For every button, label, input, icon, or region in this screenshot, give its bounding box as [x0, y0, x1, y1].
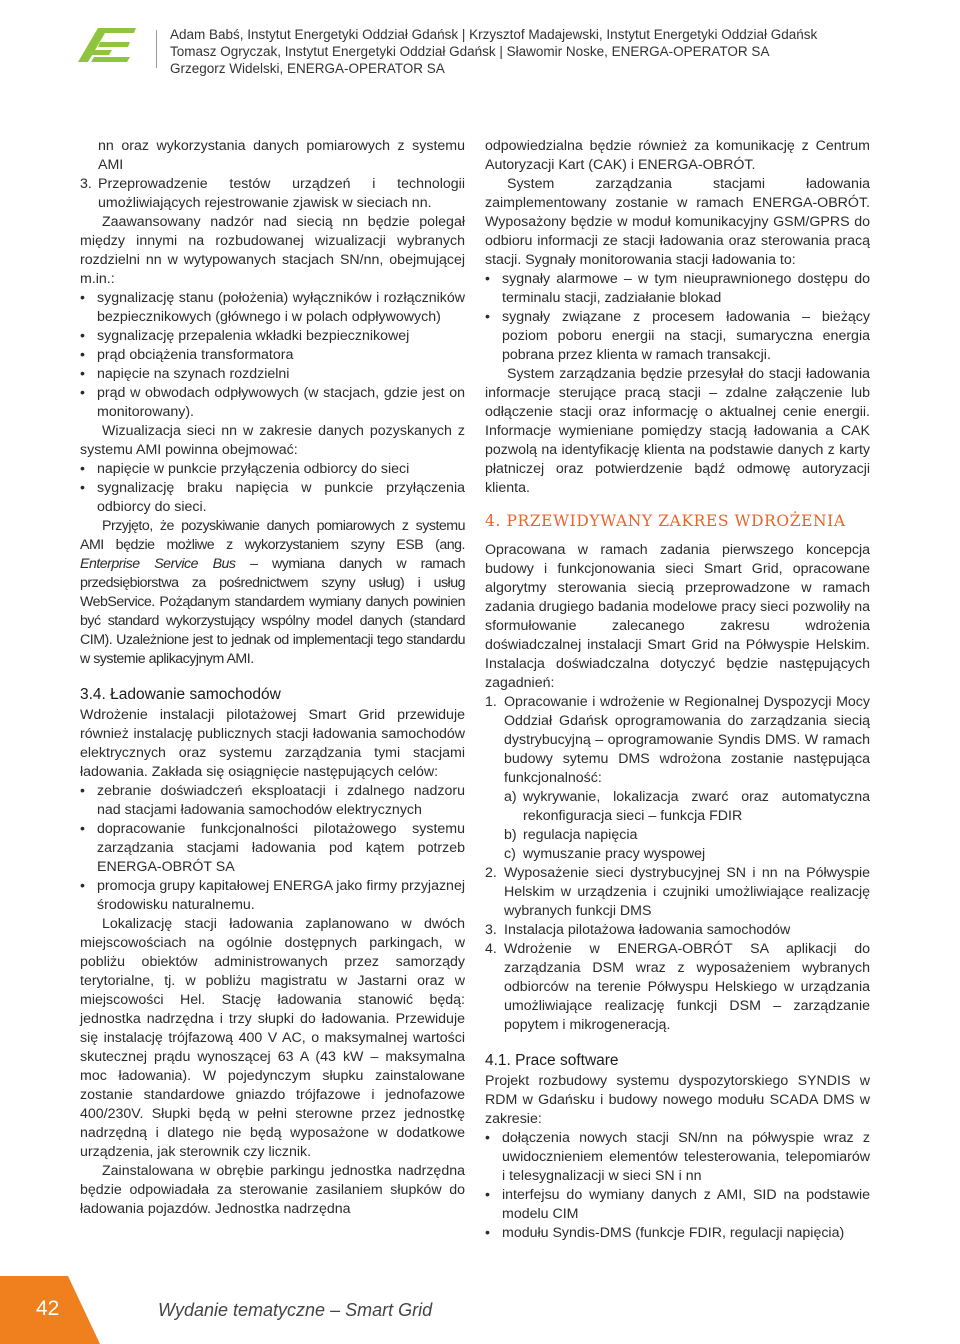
sub-list-item — [504, 845, 870, 864]
header-divider — [156, 30, 157, 68]
list-item: • modułu Syndis-DMS (funkcje FDIR, regulacji napięcia) — [485, 1224, 870, 1243]
paragraph: Projekt rozbudowy systemu dyspozytorskiego SYNDIS w RDM w Gdańsku i budowy nowego modułu SCADA DMS w zakresie: — [485, 1073, 870, 1127]
list-item: • dołączenia nowych stacji SN/nn na półwyspie wraz z uwidocznieniem elementów telesterowania, telepomiarów i telesygnalizacji w sieci SN i nn — [485, 1129, 870, 1186]
list-number: 1. — [485, 694, 497, 710]
list-item: • promocja grupy kapitałowej ENERGA jako firmy przyjaznej środowisku naturalnemu. — [80, 877, 465, 915]
list-number: 3. — [485, 922, 497, 938]
paragraph: Zainstalowana w obrębie parkingu jednostka nadrzędna będzie odpowiadała za sterowanie zasilaniem słupków do ładowania pojazdów. Jednostka nadrzędna — [80, 1163, 465, 1217]
sub-list-item — [504, 826, 870, 845]
bullet-list — [80, 460, 465, 517]
list-item-text: Wyposażenie sieci dystrybucyjnej SN i nn na Półwyspie Helskim w urządzenia i czujniki umożliwiające realizację wybranych funkcji DMS — [504, 865, 870, 919]
bullet-list — [80, 289, 465, 422]
list-item-text: Wdrożenie w ENERGA-OBRÓT SA aplikacji do zarządzania DSM wraz z wyposażeniem wybranych odbiorców na terenie Półwyspu Helskiego w urządzania umożliwiające realizację funkcji DSM – zarządzanie popytem i mikrogeneracją. — [504, 941, 870, 1033]
italic-term: Enterprise Service Bus — [80, 556, 236, 572]
list-letter: a) — [504, 789, 517, 805]
bullet-list — [485, 270, 870, 365]
list-item-text: wykrywanie, lokalizacja zwarć oraz automatyczna rekonfiguracja sieci – funkcja FDIR — [523, 789, 870, 824]
list-letter: c) — [504, 846, 516, 862]
sub-list-item — [504, 788, 870, 826]
list-item: • napięcie w punkcie przyłączenia odbiorcy do sieci — [80, 460, 465, 479]
list-item — [80, 175, 465, 213]
list-item-text: Opracowanie i wdrożenie w Regionalnej Dyspozycji Mocy Oddział Gdańsk oprogramowania do zarządzania siecią dystrybucyjną – oprogramowanie Syndis DMS. W ramach budowy sytemu DMS wdrożona zostanie następująca funkcjonalność: — [504, 694, 870, 786]
author-line: Adam Babś, Instytut Energetyki Oddział Gdańsk | Krzysztof Madajewski, Instytut Energetyki Oddział Gdańsk — [170, 27, 818, 42]
list-item-text: Przeprowadzenie testów urządzeń i technologii umożliwiających rejestrowanie zjawisk w sieciach nn. — [98, 176, 465, 211]
section-heading: 4. PRZEWIDYWANY ZAKRES WDROŻENIA — [485, 512, 846, 530]
list-item: • sygnały alarmowe – w tym nieuprawnionego dostępu do terminalu stacji, zadziałanie blokad — [485, 270, 870, 308]
paragraph: Opracowana w ramach zadania pierwszego koncepcja budowy i funkcjonowania sieci Smart Grid, opracowane algorytmy sterowania siecią przeprowadzone w ramach zadania drugiego badania modelowe pracy sieci pozwoliły na sformułowanie zalecanego zakresu wdrożenia doświadczalnej instalacji Smart Grid na Półwyspie Helskim. Instalacja doświadczalna dotyczyć będzie następujących zagadnień: — [485, 542, 870, 691]
list-number: 4. — [485, 941, 497, 957]
page-header — [0, 0, 960, 100]
list-item: • prąd w obwodach odpływowych (w stacjach, gdzie jest on monitorowany). — [80, 384, 465, 422]
list-item — [485, 864, 870, 921]
page-number: 42 — [36, 1297, 60, 1320]
list-item: • sygnalizację braku napięcia w punkcie przyłączenia odbiorcy do sieci. — [80, 479, 465, 517]
list-item: • interfejsu do wymiany danych z AMI, SID na podstawie modelu CIM — [485, 1186, 870, 1224]
list-item-text: Instalacja pilotażowa ładowania samochodów — [504, 922, 791, 938]
list-item: • prąd obciążenia transformatora — [80, 346, 465, 365]
list-item: • sygnały związane z procesem ładowania – bieżący poziom poboru energii na stacji, sumaryczna energia pobrana przez klienta w ramach transakcji. — [485, 308, 870, 365]
list-number: 2. — [485, 865, 497, 881]
list-item: • dopracowanie funkcjonalności pilotażowego systemu zarządzania stacjami ładowania pod kątem potrzeb ENERGA-OBRÓT SA — [80, 820, 465, 877]
right-column — [485, 137, 870, 1243]
paragraph: Wdrożenie instalacji pilotażowej Smart Grid przewiduje również instalację publicznych stacji ładowania samochodów elektrycznych oraz systemu zarządzania tymi stacjami ładowania. Zakłada się osiągnięcie następujących celów: — [80, 707, 465, 780]
author-line: Grzegorz Widelski, ENERGA-OPERATOR SA — [170, 61, 445, 76]
journal-title: Wydanie tematyczne – Smart Grid — [158, 1300, 433, 1320]
list-item: • sygnalizację przepalenia wkładki bezpiecznikowej — [80, 327, 465, 346]
list-item — [485, 940, 870, 1035]
paragraph: System zarządzania stacjami ładowania zaimplementowany zostanie w ramach ENERGA-OBRÓT. Wyposażony będzie w moduł komunikacyjny GSM/GPRS do odbioru informacji ze stacji ładowania oraz sterowania pracą stacji. Sygnały monitorowania stacji ładowania to: — [485, 176, 870, 268]
subsection-heading: 3.4. Ładowanie samochodów — [80, 686, 281, 703]
paragraph: odpowiedzialna będzie również za komunikację z Centrum Autoryzacji Kart (CAK) i ENERGA-OBRÓT. — [485, 138, 870, 173]
list-item: • napięcie na szynach rozdzielni — [80, 365, 465, 384]
paragraph: System zarządzania będzie przesyłał do stacji ładowania informacje sterujące pracą stacji – zdalne załączenie lub odłączenie stacji oraz informację o aktualnej cenie energii. Informacje wymieniane pomiędzy stacją ładowania a CAK pozwolą na identyfikację klienta na podstawie danych z karty płatniczej oraz potwierdzenie bądź odmowę autoryzacji klienta. — [485, 366, 870, 496]
paragraph — [80, 517, 465, 669]
list-number: 3. — [80, 176, 92, 192]
list-item: • sygnalizację stanu (położenia) wyłączników i rozłączników bezpiecznikowych (głównego i w polach odpływowych) — [80, 289, 465, 327]
journal-logo-icon — [78, 28, 136, 62]
bullet-list — [485, 1129, 870, 1243]
list-item-text: wymuszanie pracy wyspowej — [523, 846, 706, 862]
bullet-list — [80, 782, 465, 915]
list-item — [485, 921, 870, 940]
author-line: Tomasz Ogryczak, Instytut Energetyki Oddział Gdańsk | Sławomir Noske, ENERGA-OPERATOR SA — [170, 44, 770, 59]
left-column — [80, 137, 465, 1219]
list-item-text: regulacja napięcia — [523, 827, 638, 843]
paragraph: Lokalizację stacji ładowania zaplanowano w dwóch miejscowościach na ogólnie dostępnych parkingach, w pobliżu obiektów administrowanych przez samorządy terytorialne, tj. w pobliżu magistratu w Jastarni oraz w miejscowości Hel. Stację ładowania stanowić będą: jednostka nadrzędna i trzy słupki do ładowania. Przewiduje się instalację trójfazową 400 V AC, o maksymalnej wartości skutecznej prądu wynoszącej 63 A (43 kW – maksymalna moc ładowania). W pojedynczym słupku zainstalowane zostanie standardowe gniazdo trójfazowe i jednofazowe 400/230V. Słupki będą w pełni sterowne przez jednostkę nadrzędną i dlatego nie będą wyposażone w dodatkowe urządzenia, jak sterownik czy licznik. — [80, 916, 465, 1160]
paragraph: Zaawansowany nadzór nad siecią nn będzie polegał między innymi na rozbudowanej wizualizacji wybranych rozdzielni nn w wytypowanych stacjach SN/nn, obejmującej m.in.: — [80, 214, 465, 287]
text-run: – wymiana danych w ramach przedsiębiorstwa za pośrednictwem szyny usług) i usług WebService. Pożądanym standardem wymiany danych powinien być standard wykorzystujący wspólny model danych (standard CIM). Uzależnione jest to jednak od implementacji tego standardu w systemie aplikacyjnym AMI. — [80, 556, 465, 667]
list-item: • zebranie doświadczeń eksploatacji i zdalnego nadzoru nad stacjami ładowania samochodów elektrycznych — [80, 782, 465, 820]
list-letter: b) — [504, 827, 517, 843]
paragraph: Wizualizacja sieci nn w zakresie danych pozyskanych z systemu AMI powinna obejmować: — [80, 423, 465, 458]
numbered-list — [485, 693, 870, 1035]
subsection-heading: 4.1. Prace software — [485, 1052, 619, 1069]
text-run: Przyjęto, że pozyskiwanie danych pomiarowych z systemu AMI będzie możliwe z wykorzystaniem szyny ESB (ang. — [80, 518, 465, 553]
list-item — [485, 693, 870, 864]
author-list — [170, 26, 817, 77]
sub-list — [504, 788, 870, 864]
list-item-continuation: nn oraz wykorzystania danych pomiarowych z systemu AMI — [98, 138, 465, 173]
